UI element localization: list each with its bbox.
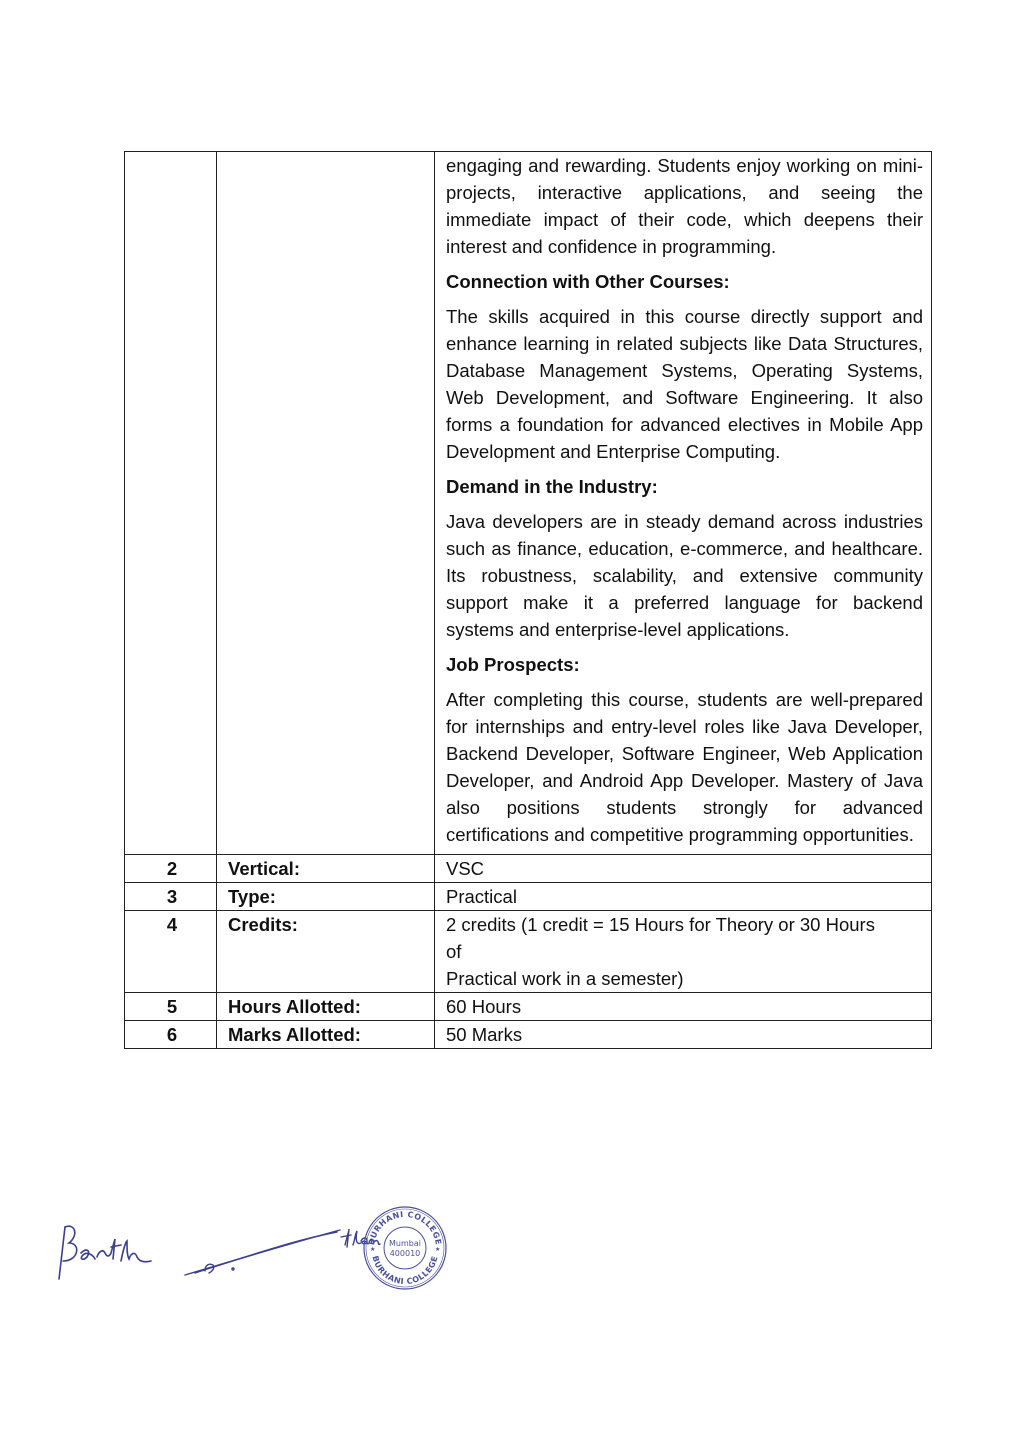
section-heading: Connection with Other Courses: [446,271,730,292]
table-row [125,993,932,1021]
row-value: 60 Hours [435,993,932,1021]
svg-text:400010: 400010 [389,1249,421,1258]
svg-text:★: ★ [435,1247,441,1253]
svg-text:★: ★ [370,1247,376,1253]
row-label: Credits: [217,911,435,993]
intro-paragraph: engaging and rewarding. Students enjoy working on mini- projects, interactive applications, and seeing the immediate impact of their code, which deepens their interest and confidence in programming. [446,155,923,257]
section-paragraph: Java developers are in steady demand across industries such as finance, education, e-commerce, and healthcare. Its robustness, scalability, and extensive community support make it a preferred language for backend systems and enterprise-level applications. [446,511,923,640]
signature-2-icon [185,1229,380,1275]
cell-description [435,152,932,855]
row-number: 2 [125,855,217,883]
credits-line: Practical work in a semester) [446,968,684,989]
signature-1-icon [59,1226,151,1279]
row-label: Type: [217,883,435,911]
row-number: 3 [125,883,217,911]
row-number: 5 [125,993,217,1021]
svg-text:BURHANI COLLEGE: BURHANI COLLEGE [370,1254,440,1287]
row-label: Marks Allotted: [217,1021,435,1049]
row-value: VSC [435,855,932,883]
row-value [435,911,932,993]
syllabus-table [124,151,932,1049]
row-number: 6 [125,1021,217,1049]
section-paragraph: After completing this course, students are well-prepared for internships and entry-level roles like Java Developer, Backend Developer, Software Engineer, Web Application Developer, and Android App Developer. Mastery of Java also positions students strongly for advanced certifications and competitive programming opportunities. [446,689,923,845]
table-row [125,855,932,883]
cell-number [125,152,217,855]
credits-line: of [446,941,462,962]
row-label: Vertical: [217,855,435,883]
table-row [125,1021,932,1049]
cell-label [217,152,435,855]
table-row-continuation [125,152,932,855]
svg-text:Mumbai: Mumbai [389,1239,421,1248]
table-row [125,911,932,993]
credits-line: 2 credits (1 credit = 15 Hours for Theory or 30 Hours [446,914,875,935]
svg-text:BURHANI COLLEGE: BURHANI COLLEGE [367,1209,443,1246]
row-value: 50 Marks [435,1021,932,1049]
row-label: Hours Allotted: [217,993,435,1021]
row-value: Practical [435,883,932,911]
section-heading: Demand in the Industry: [446,476,658,497]
row-number: 4 [125,911,217,993]
college-stamp-icon [362,1205,448,1291]
section-paragraph: The skills acquired in this course directly support and enhance learning in related subjects like Data Structures, Database Management Systems, Operating Systems, Web Development, and Software Engineering. It also forms a foundation for advanced electives in Mobile App Development and Enterprise Computing. [446,306,923,462]
table-row [125,883,932,911]
section-heading: Job Prospects: [446,654,580,675]
